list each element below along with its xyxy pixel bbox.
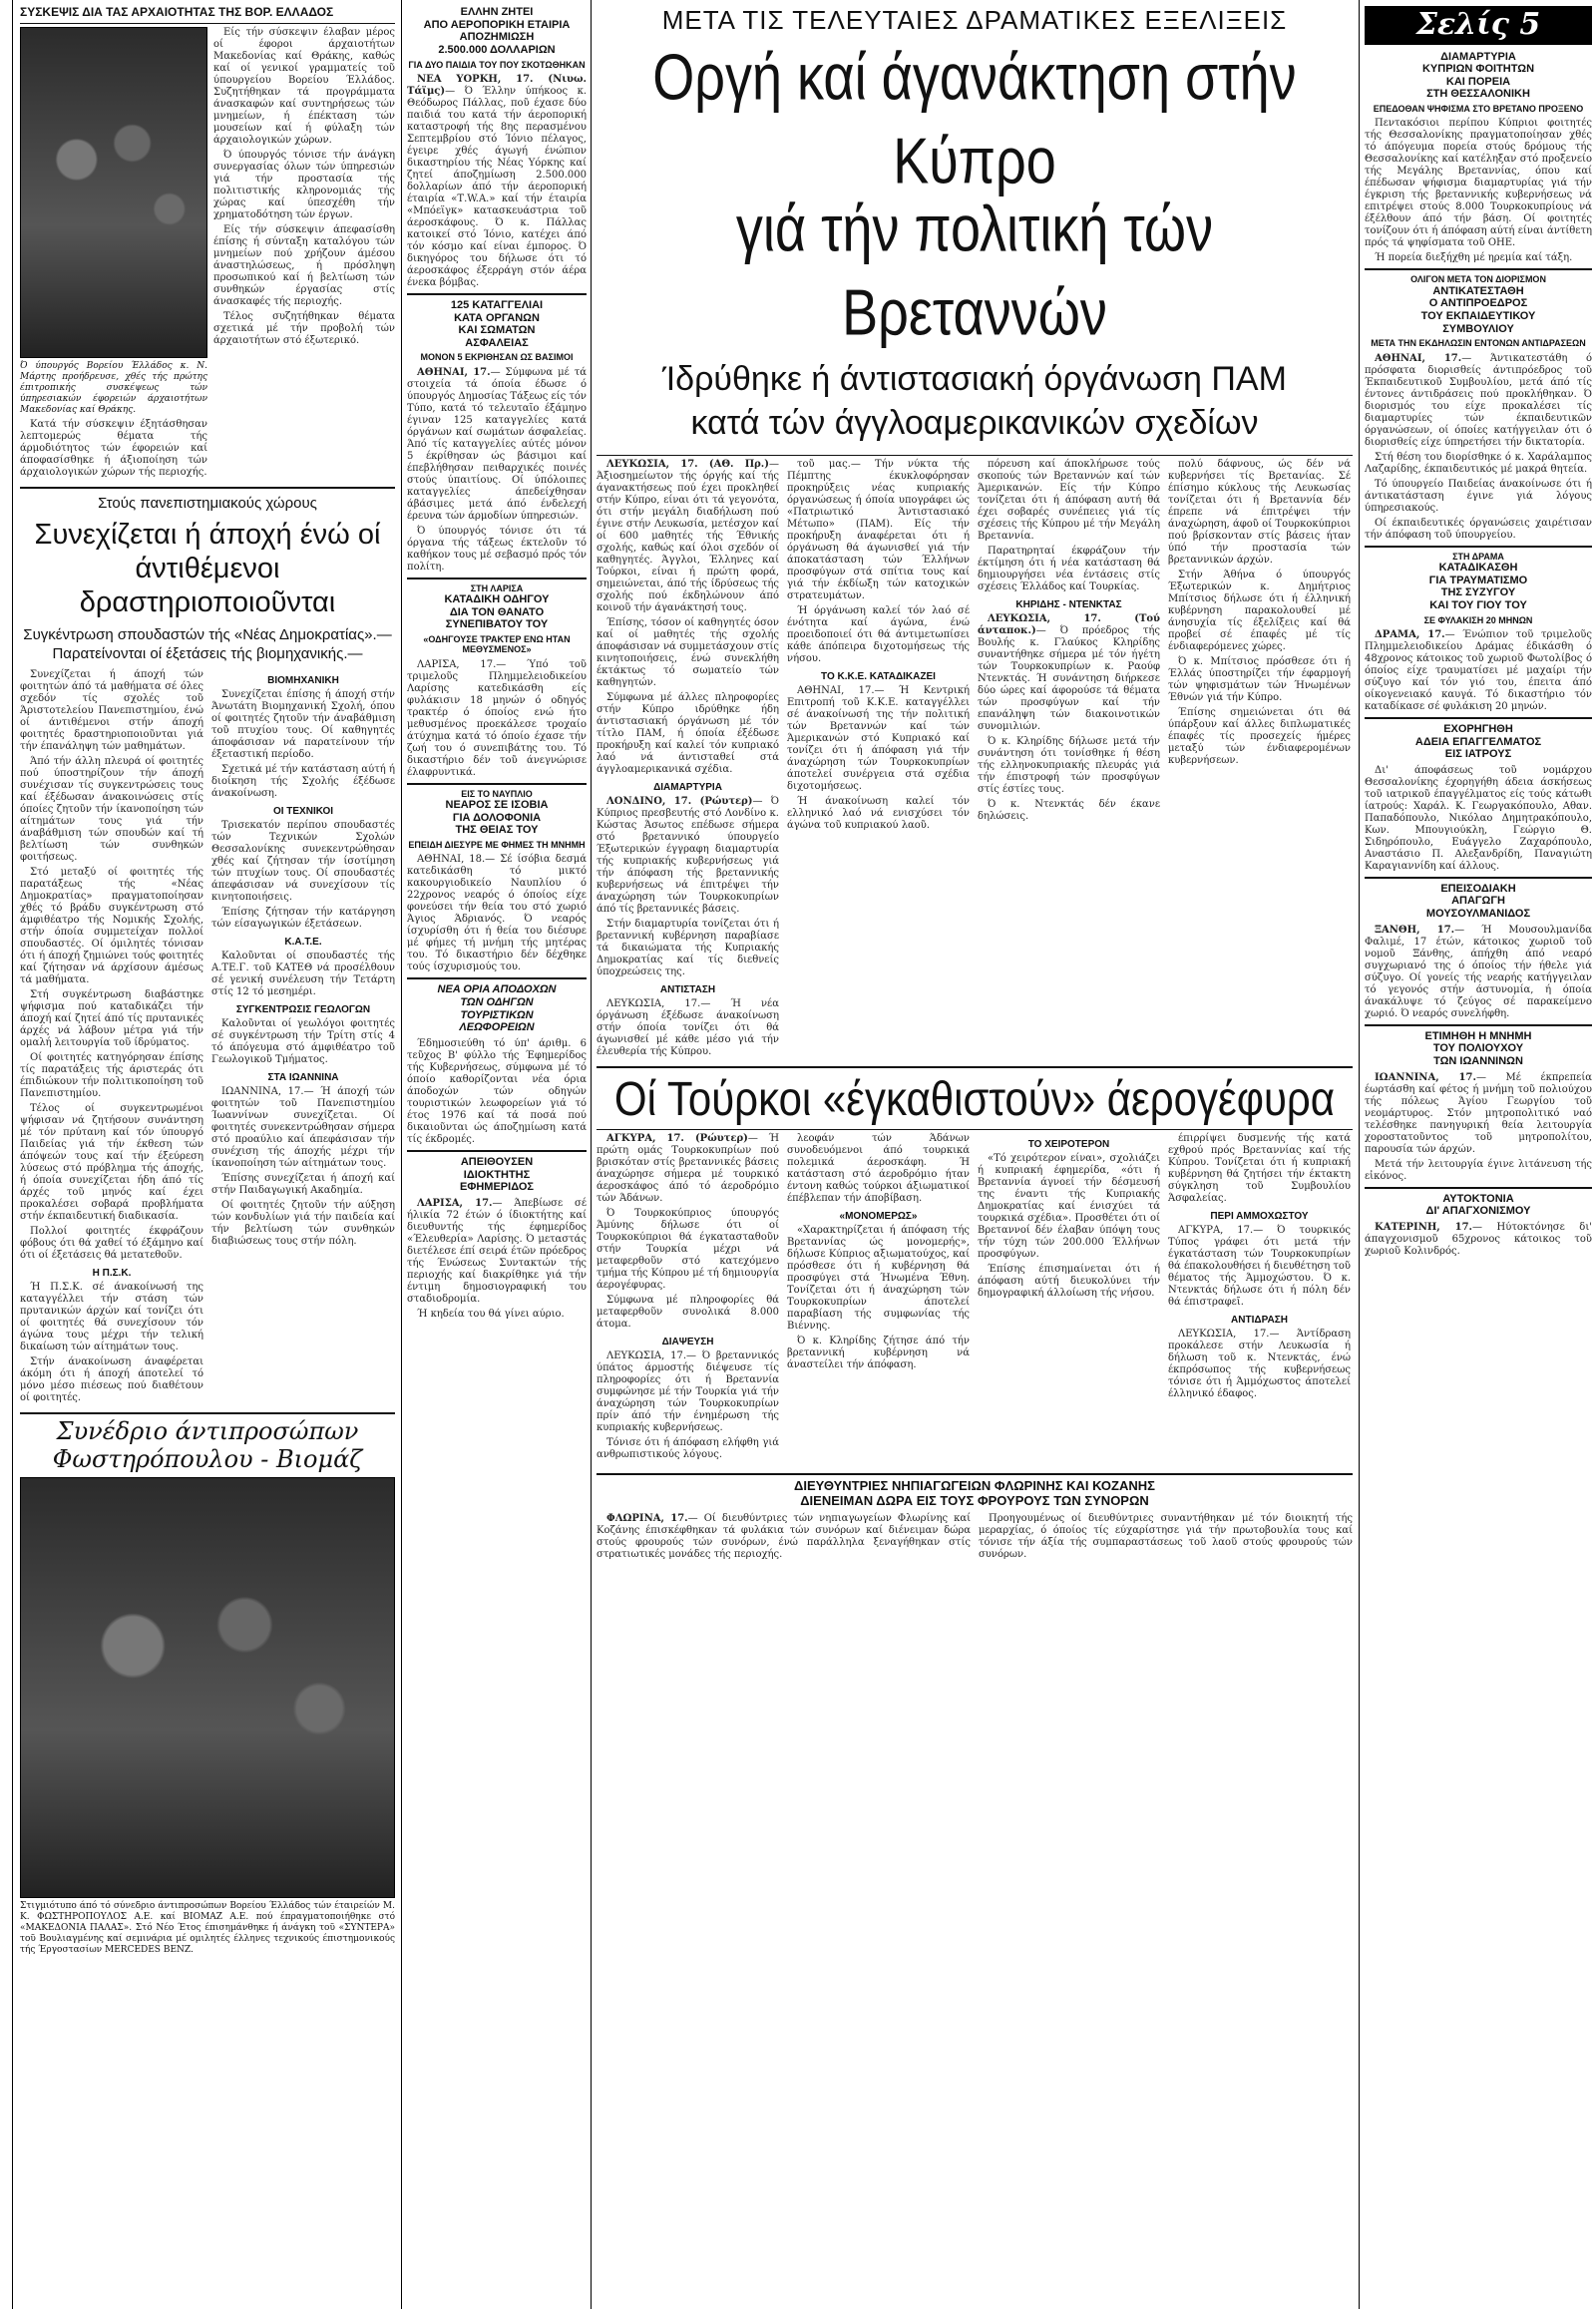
left-article-col-2: ΒΙΟΜΗΧΑΝΙΚΗ Συνεχίζεται έπίσης ή άποχή στήν Άνωτάτη Βιομηχανική Σχολή, όπου οί φοιτητές ζητοῦν τήν άναβάθμιση τοῦ πτυχίου τους. Οί καθηγητές άποφάσισαν νά παρατείνουν τήν έξεταστική περίοδο. Σχετικά μέ τήν κατάσταση αύτή ή διοίκηση τής Σχολής έξέδωσε άνακοίνωση. ΟΙ ΤΕΧΝΙΚΟΙ Τρισεκατόν περίπου σπουδαστές τών Τεχνικών Σχολών Θεσσαλονίκης συνεκεντρώθησαν χθές καί ζήτησαν τήν ίσοτίμηση τών πτυχίων τους. Οί σπουδαστές άπεφάσισαν νά συνεχίσουν τίς κινητοποιήσεις. Έπίσης ζήτησαν τήν κατάργηση τών είσαγωγικών έξετάσεων. Κ.Α.Τ.Ε. Καλοῦνται οί σπουδαστές τής Α.ΤΕ.Γ. τοῦ ΚΑΤΕΘ νά προσέλθουν σέ γενική συνέλευση τήν Τετάρτη στίς 12 τό μεσημέρι. ΣΥΓΚΕΝΤΡΩΣΙΣ ΓΕΩΛΟΓΩΝ Καλοῦνται οί γεωλόγοι φοιτητές σέ συγκέντρωση τήν Τρίτη στίς 4 τό άπόγευμα στό άμφιθέατρο τοῦ Γεωλογικοῦ Τμήματος. ΣΤΑ ΙΩΑΝΝΙΝΑ ΙΩΑΝΝΙΝΑ, 17.— Ή άποχή τών φοιτητών τοῦ Πανεπιστημίου Ίωαννίνων συνεχίζεται. Οί φοιτητές συνεκεντρώθησαν σήμερα στό προαύλιο καί άπεφάσισαν τήν συνέχιση τής άποχής μέχρι τήν ίκανοποίηση τών αίτημάτων τους. Έπίσης συνεχίζεται ή άποχή καί στήν Παιδαγωγική Ακαδημία. Οί φοιτητές ζητοῦν τήν αύξηση τών κονδυλίων γιά τήν παιδεία καί τήν βελτίωση τών συνθηκών διαβιώσεως τους στήν πόλη. bbox=[211, 675, 395, 1248]
main-subhead: ΠΕΡΙ ΑΜΜΟΧΩΣΤΟΥ bbox=[1210, 1210, 1309, 1222]
brief-head-line: ΑΠΕΙΘΟΥΣΕΝ bbox=[460, 1155, 534, 1168]
main-headline-2: γιά τήν πολιτική τών Βρεταννών bbox=[735, 192, 1214, 349]
brief-head-line: ΓΙΑ ΔΟΛΟΦΟΝΙΑ bbox=[452, 811, 542, 824]
right-head-line: ΓΙΑ ΤΡΑΥΜΑΤΙΣΜΟ bbox=[1428, 574, 1528, 586]
dateline: ΑΘΗΝΑΙ, 17. bbox=[417, 366, 491, 378]
right-head-line: ΚΑΙ ΠΟΡΕΙΑ bbox=[1445, 75, 1511, 88]
brief-head-line: ΚΑΤΑΔΙΚΗ ΟΔΗΓΟΥ bbox=[444, 593, 550, 606]
brief-label: ΕΙΣ ΤΟ ΝΑΥΠΛΙΟ bbox=[461, 788, 533, 799]
brief-head-line: ΤΗΣ ΘΕΙΑΣ ΤΟΥ bbox=[455, 824, 539, 837]
main-subheadline-2: κατά τών άγγλοαμερικανικών σχεδίων bbox=[690, 403, 1259, 442]
main-subhead: ΑΝΤΙΔΡΑΣΗ bbox=[1231, 1314, 1288, 1326]
left-headline: Συνεχίζεται ή άποχή ένώ οί άντιθέμενοι δραστηριοποιοῦνται bbox=[34, 519, 381, 619]
brief-subhead: ΜΟΝΟΝ 5 ΕΚΡΙΘΗΣΑΝ ΩΣ ΒΑΣΙΜΟΙ bbox=[420, 352, 574, 363]
second-headline: Οί Τούρκοι «έγκαθιστούν» άερογέφυρα bbox=[613, 1071, 1336, 1126]
right-head-line: ΜΟΥΣΟΥΛΜΑΝΙΔΟΣ bbox=[1425, 908, 1531, 921]
brief-head-line: ΛΕΩΦΟΡΕΙΩΝ bbox=[459, 1021, 535, 1034]
dateline: ΙΩΑΝΝΙΝΑ, 17. bbox=[1375, 1071, 1476, 1083]
right-head-line: Ο ΑΝΤΙΠΡΟΕΔΡΟΣ bbox=[1428, 297, 1528, 310]
right-head-line: ΚΑΙ ΤΟΥ ΓΙΟΥ ΤΟΥ bbox=[1429, 598, 1527, 611]
main-subhead: ΤΟ Κ.Κ.Ε. ΚΑΤΑΔΙΚΑΖΕΙ bbox=[821, 670, 936, 682]
right-label: ΟΛΙΓΟΝ ΜΕΤΑ ΤΟΝ ΔΙΟΡΙΣΜΟΝ bbox=[1410, 274, 1546, 285]
left-subhead: Συγκέντρωση σπουδαστών τής «Νέας Δημοκρατίας».— Παρατείνονται οί έξετάσεις τής βιομηχανικής.— bbox=[23, 626, 392, 663]
second-story-body: ΑΓΚΥΡΑ, 17. (Ρώυτερ)— Ή πρώτη ομάς Τουρκοκυπρίων πού βρισκόταν στίς βρεταννικές βάσεις άναχώρησε σήμερα μέ τουρκικό άεροσκάφος άπό τό άεροδρόμιο τών Άδάνων. Ό Τουρκοκύπριος ύπουργός Άμύνης δήλωσε ότι οί Τουρκοκύπριοι θά έγκατασταθοῦν στήν Τουρκία μέχρι νά μεταφερθοῦν στό κατεχόμενο τμήμα τής Κύπρου μέ τή δημιουργία άερογέφυρας. Σύμφωνα μέ πληροφορίες θά μεταφερθοῦν συνολικά 8.000 άτομα. ΔΙΑΨΕΥΣΗ ΛΕΥΚΩΣΙΑ, 17.— Ό βρεταννικός ύπάτος άρμοστής διέψευσε τίς πληροφορίες ότι ή Βρεταννία συμφώνησε μέ τήν Τουρκία γιά τήν άναχώρηση τών Τουρκοκυπρίων πρίν άπό τήν ένημέρωση τής κυπριακής κυβερνήσεως. Τόνισε ότι ή άπόφαση ελήφθη γιά ανθρωπιστικούς λόγους. λεοφάν τών Άδάνων συνοδευόμενοι άπό τουρκικά πολεμικά άεροσκάφη. Ή κατάσταση στό άεροδρόμιο ήταν έντονη καθώς τούρκοι άξιωματικοί έπέβλεπαν τήν άποβίβαση. «ΜΟΝΟΜΕΡΩΣ» «Χαρακτηρίζεται ή άπόφαση τής Βρεταννίας ώς μονομερής», δήλωσε Κύπριος αξιωματούχος, καί πρόσθεσε ότι ή κυβέρνηση θά προσφύγει στά Ήνωμένα Έθνη. Τονίζεται ότι ή άναχώρηση τών Τουρκοκυπρίων άποτελεί παραβίαση τής συμφωνίας τής Βιέννης. Ό κ. Κληρίδης ζήτησε άπό τήν βρεταννική κυβέρνηση νά άναστείλει τήν άπόφαση. ΤΟ ΧΕΙΡΟΤΕΡΟΝ «Τό χειρότερον είναι», σχολιάζει ή κυπριακή έφημερίδα, «ότι ή Βρεταννία άγνοεί τήν δέσμευσή της έναντι τής Κυπριακής Δημοκρατίας καί ένισχύει τά τουρκικά σχέδια». Προσθέτει ότι οί Βρεταννοί δέν έλαβαν ύπόψη τους τήν τύχη τών 200.000 Έλλήνων προσφύγων. Έπίσης έπισημαίνεται ότι ή άπόφαση αύτή διευκολύνει τήν δημογραφική άλλοίωση τής νήσου. έπιρρίψει δυσμενής τής κατά εχθρού πρός Βρεταννίας καί τής Κύπρου. Τονίζεται ότι ή κυπριακή κυβέρνηση θά ζητήσει τήν έκτακτη σύγκληση τοῦ Συμβουλίου Άσφαλείας. ΠΕΡΙ ΑΜΜΟΧΩΣΤΟΥ ΑΓΚΥΡΑ, 17.— Ό τουρκικός Τύπος γράφει ότι μετά τήν έγκατάσταση τών Τουρκοκυπρίων θά έπακολουθήσει ή διευθέτηση τοῦ θέματος τής Άμμοχώστου. Ό κ. Ντενκτάς δήλωσε ότι ή πόλη δέν θά έπιστραφεῖ. ΑΝΤΙΔΡΑΣΗ ΛΕΥΚΩΣΙΑ, 17.— Άντίδραση προκάλεσε στήν Λευκωσία ή δήλωση τοῦ κ. Ντενκτάς, ένώ έκπρόσωπος τής κυβερνήσεως τόνισε ότι ή Άμμόχωστος άποτελεί έλληνικό έδαφος. bbox=[597, 1132, 1352, 1460]
main-subhead: ΔΙΑΜΑΡΤΥΡΙΑ bbox=[653, 781, 722, 793]
right-head-line: ΤΟΥ ΕΚΠΑΙΔΕΥΤΙΚΟΥ bbox=[1420, 310, 1536, 323]
right-head-line: ΣΤΗ ΘΕΣΣΑΛΟΝΙΚΗ bbox=[1426, 88, 1530, 101]
brief-head-line: ΔΙΑ ΤΟΝ ΘΑΝΑΤΟ bbox=[449, 605, 545, 618]
meeting-photo-caption: Ό ύπουργός Βορείου Έλλάδος κ. Ν. Μάρτης προήδρευσε, χθές τής πρώτης έπιτροπικής συσκέψεως τών ύπηρεσιακών έφορειών άρχαιοτήτων Μακεδονίας καί Θράκης. bbox=[20, 360, 207, 415]
brief-head-line: ΙΔΙΟΚΤΗΤΗΣ bbox=[463, 1168, 531, 1181]
dateline: ΔΡΑΜΑ, 17. bbox=[1375, 628, 1445, 640]
dateline: ΦΛΩΡΙΝΑ, 17. bbox=[606, 1512, 688, 1524]
left-section-head: Κ.Α.Τ.Ε. bbox=[284, 937, 322, 949]
right-head-line: ΤΩΝ ΙΩΑΝΝΙΝΩΝ bbox=[1433, 1055, 1523, 1068]
left-section-head: ΣΥΓΚΕΝΤΡΩΣΙΣ ΓΕΩΛΟΓΩΝ bbox=[235, 1004, 371, 1016]
dateline: ΑΓΚΥΡΑ, 17. (Ρώυτερ) bbox=[606, 1132, 748, 1144]
dateline: ΛΕΥΚΩΣΙΑ, 17. (Τού άνταποκ.) bbox=[978, 612, 1160, 636]
right-head-line: ΕΠΕΙΣΟΔΙΑΚΗ bbox=[1440, 882, 1516, 895]
right-head-line: ΕΙΣ ΙΑΤΡΟΥΣ bbox=[1444, 748, 1512, 761]
brief-subhead: «ΟΔΗΓΟΥΣΕ ΤΡΑΚΤΕΡ ΕΝΩ ΗΤΑΝ ΜΕΘΥΣΜΕΝΟΣ» bbox=[423, 634, 571, 655]
right-head-line: ΤΗΣ ΣΥΖΥΓΟΥ bbox=[1440, 586, 1516, 599]
dateline: ΝΕΑ ΥΟΡΚΗ, 17. (Νιυω. Τάϊμς) bbox=[407, 73, 587, 97]
right-label: ΣΤΗ ΔΡΑΜΑ bbox=[1452, 551, 1504, 562]
brief-subhead: ΓΙΑ ΔΥΟ ΠΑΙΔΙΑ ΤΟΥ ΠΟΥ ΣΚΟΤΩΘΗΚΑΝ bbox=[408, 59, 586, 70]
left-top-label: ΣΥΣΚΕΨΙΣ ΔΙΑ ΤΑΣ ΑΡΧΑΙΟΤΗΤΑΣ ΤΗΣ ΒΟΡ. ΕΛΛΑΔΟΣ bbox=[20, 5, 334, 19]
main-subheadline-1: Ίδρύθηκε ή άντιστασιακή όργάνωση ΠΑΜ bbox=[662, 359, 1287, 398]
brief-head-line: 2.500.000 ΔΟΛΛΑΡΙΩΝ bbox=[438, 43, 556, 56]
left-section-head: ΒΙΟΜΗΧΑΝΙΚΗ bbox=[267, 675, 339, 687]
right-subhead: ΣΕ ΦΥΛΑΚΙΣΗ 20 ΜΗΝΩΝ bbox=[1423, 614, 1533, 625]
main-subhead: ΤΟ ΧΕΙΡΟΤΕΡΟΝ bbox=[1027, 1138, 1110, 1150]
main-subhead: ΚΗΡΙΔΗΣ - ΝΤΕΝΚΤΑΣ bbox=[1015, 598, 1122, 610]
left-column: ΣΥΣΚΕΨΙΣ ΔΙΑ ΤΑΣ ΑΡΧΑΙΟΤΗΤΑΣ ΤΗΣ ΒΟΡ. ΕΛΛΑΔΟΣ Ό ύπουργός Βορείου Έλλάδος κ. Ν. Μάρτης προήδρευσε, χθές τής πρώτης έπιτροπικής συσκέψεως τών ύπηρεσιακών έφορειών άρχαιοτήτων Μακεδονίας καί Θράκης. Κατά τήν σύσκεψιν έξητάσθησαν λεπτομερώς θέματα τής άρμοδιότητος τών έφορειών καί άποφασίσθηκε ή άξιοποίηση τών άρχαιολογικών χώρων τής περιοχής. Είς τήν σύσκεψιν έλαβαν μέρος οί έφοροι άρχαιοτήτων Μακεδονίας καί Θράκης, καθώς καί οί γενικοί γραμματείς τοῦ ύπουργείου Βορείου Έλλάδος. Συζητήθηκαν τά προγράμματα άνασκαφών καί συντηρήσεως τών μνημείων, ή έπέκταση τών μουσείων καί ή φύλαξη τών άρχαιολογικών χώρων. Ό ύπουργός τόνισε τήν άνάγκη συνεργασίας όλων τών ύπηρεσιών γιά τήν προστασία τής πολιτιστικής κληρονομιάς τής χώρας καί ύπεσχέθη τήν χρηματοδότηση τών έργων. Είς τήν σύσκεψιν άπεφασίσθη έπίσης ή σύνταξη καταλόγου τών μνημείων πού χρήζουν άμέσου άναστηλώσεως, ή πρόσληψη προσωπικού καί ή βελτίωση τών συνθηκών έργασίας στίς άνασκαφές τής περιοχής. Τέλος συζητήθηκαν θέματα σχετικά μέ τήν προβολή τών άρχαιοτήτων στό έξωτερικό. Στούς πανεπιστημιακούς χώρους Συνεχίζεται ή άποχή ένώ οί άντιθέμενοι δραστηριοποιοῦνται Συγκέντρωση σπουδαστών τής «Νέας Δημοκρατίας».— Παρατείνονται οί έξετάσεις τής βιομηχανικής.— Συνεχίζεται ή άποχή τών φοιτητών άπό τά μαθήματα σέ όλες σχεδόν τίς σχολές τοῦ Άριστοτελείου Πανεπιστημίου, ένώ οί άντιθέμενοι στήν άποχή φοιτητές δραστηριοποιοῦνται γιά τήν έπανάληψη τών μαθημάτων. Άπό τήν άλλη πλευρά οί φοιτητές πού ύποστηρίζουν τήν άποχή συνέχισαν τίς συγκεντρώσεις τους καί έξέδωσαν άνακοινώσεις στίς όποίες ζητοῦν τήν ίκανοποίηση τών αίτημάτων τους γιά τήν άναβάθμιση τών σπουδών καί τή βελτίωση τών συνθηκών φοιτήσεως. Στό μεταξύ οί φοιτητές τής παρατάξεως τής «Νέας Δημοκρατίας» πραγματοποίησαν χθές τό βράδυ συγκέντρωση στό άμφιθέατρο τής Νομικής Σχολής, στήν όποία συμμετείχαν πολλοί σπουδαστές. Οί όμιλητές τόνισαν ότι ή άποχή ζημιώνει τούς φοιτητές καί ζήτησαν νά άρχίσουν άμέσως τά μαθήματα. Στή συγκέντρωση διαβάστηκε ψήφισμα πού καταδικάζει τήν άποχή καί ζητεί άπό τίς πρυτανικές άρχές νά λάβουν μέτρα γιά τήν ομαλή λειτουργία τοῦ ίδρύματος. Οί φοιτητές κατηγόρησαν έπίσης τίς παρατάξεις τής άριστεράς ότι έπιδιώκουν τήν πολιτικοποίηση τοῦ Πανεπιστημίου. Τέλος οί συγκεντρωμένοι ψήφισαν νά ζητήσουν συνάντηση μέ τόν πρύτανη καί τόν ύπουργό Παιδείας γιά τήν έκθεση τών άπόψεών τους καί τήν έξεύρεση λύσεως στό πρόβλημα τής άποχής, ή όποία συνεχίζεται ήδη άπό τίς άρχές τοῦ μηνός καί έχει προκαλέσει σοβαρά προβλήματα στήν έκπαιδευτική διαδικασία. Πολλοί φοιτητές έκφράζουν φόβους ότι θά χαθεί τό έξάμηνο καί ότι οί έξετάσεις θά μετατεθοῦν. Η Π.Σ.Κ. Ή Π.Σ.Κ. σέ άνακοίνωσή της καταγγέλλει τήν στάση τών πρυτανικών άρχών καί τονίζει ότι οί φοιτητές θά συνεχίσουν τόν άγώνα τους μέχρι τήν τελική δικαίωση τών αίτημάτων τους. Στήν άνακοίνωση άναφέρεται άκόμη ότι ή άποχή άποτελεί τό μόνο μέσο πιέσεως πού διαθέτουν οί φοιτητές. ΒΙΟΜΗΧΑΝΙΚΗ Συνεχίζεται έπίσης ή άποχή στήν Άνωτάτη Βιομηχανική Σχολή, όπου οί φοιτητές ζητοῦν τήν άναβάθμιση τοῦ πτυχίου τους. Οί καθηγητές άποφάσισαν νά παρατείνουν τήν έξεταστική περίοδο. Σχετικά μέ τήν κατάσταση αύτή ή διοίκηση τής Σχολής έξέδωσε άνακοίνωση. ΟΙ ΤΕΧΝΙΚΟΙ Τρισεκατόν περίπου σπουδαστές τών Τεχνικών Σχολών Θεσσαλονίκης συνεκεντρώθησαν χθές καί ζήτησαν τήν ίσοτίμηση τών πτυχίων τους. Οί σπουδαστές άπεφάσισαν νά συνεχίσουν τίς κινητοποιήσεις. Έπίσης ζήτησαν τήν κατάργηση τών είσαγωγικών έξετάσεων. Κ.Α.Τ.Ε. Καλοῦνται οί σπουδαστές τής Α.ΤΕ.Γ. τοῦ ΚΑΤΕΘ νά προσέλθουν σέ γενική συνέλευση τήν Τετάρτη στίς 12 τό μεσημέρι. ΣΥΓΚΕΝΤΡΩΣΙΣ ΓΕΩΛΟΓΩΝ Καλοῦνται οί γεωλόγοι φοιτητές σέ συγκέντρωση τήν Τρίτη στίς 4 τό άπόγευμα στό άμφιθέατρο τοῦ Γεωλογικοῦ Τμήματος. ΣΤΑ ΙΩΑΝΝΙΝΑ ΙΩΑΝΝΙΝΑ, 17.— Ή άποχή τών φοιτητών τοῦ Πανεπιστημίου Ίωαννίνων συνεχίζεται. Οί φοιτητές συνεκεντρώθησαν σήμερα στό προαύλιο καί άπεφάσισαν τήν συνέχιση τής άποχής μέχρι τήν ίκανοποίηση τών αίτημάτων τους. Έπίσης συνεχίζεται ή άποχή καί στήν Παιδαγωγική Ακαδημία. Οί φοιτητές ζητοῦν τήν αύξηση τών κονδυλίων γιά τήν παιδεία καί τήν βελτίωση τών συνθηκών διαβιώσεως τους στήν πόλη. Συνέδριο άντιπροσώπων Φωστηρόπουλου - Βιομάζ Στιγμιότυπο άπό τό σύνεδριο άντιπροσώπων Βορείου Έλλάδος τών έταιρείών Μ. Κ. ΦΩΣΤΗΡΟΠΟΥΛΟΣ Α.Ε. καί ΒΙΟΜΑΖ Α.Ε. πού έπραγματοποιήθηκε στό «ΜΑΚΕΔΟΝΙΑ ΠΑΛΑΣ». Στό Νέο Έτος έπισημάνθηκε ή άνάγκη τοῦ «ΣΥΝΤΕΡΑ» τοῦ Βουλιαγμένης καί σεμινάρια μέ ομιλητές έλληνες τεχνικούς έπιστημονικούς τής Έργοστασίων MERCEDES BENZ. bbox=[20, 5, 395, 1956]
brief-head-line: 125 ΚΑΤΑΓΓΕΛΙΑΙ bbox=[450, 298, 544, 311]
right-column: Σελίς 5 ΔΙΑΜΑΡΤΥΡΙΑ ΚΥΠΡΙΩΝ ΦΟΙΤΗΤΩΝ ΚΑΙ ΠΟΡΕΙΑ ΣΤΗ ΘΕΣΣΑΛΟΝΙΚΗ ΕΠΕΔΟΘΑΝ ΨΗΦΙΣΜΑ ΣΤΟ ΒΡΕΤΑΝΟ ΠΡΟΞΕΝΟ Πεντακόσιοι περίπου Κύπριοι φοιτητές τής Θεσσαλονίκης πραγματοποίησαν χθές τό άπόγευμα πορεία στούς δρόμους τής Θεσσαλονίκης καί κατέληξαν στό προξενείο τής Μεγάλης Βρεταννίας, όπου καί έπέδωσαν ψήφισμα διαμαρτυρίας γιά τήν έγκριση τής βρεταννικής κυβερνήσεως νά επιτρέψει στούς 8.000 Τουρκοκυπρίους νά έξέλθουν άπό τήν βάση. Οί φοιτητές τονίζουν ότι ή άπόφαση αύτή είναι άντίθετη πρός τά ψηφίσματα τοῦ ΟΗΕ. Ή πορεία διεξήχθη μέ ηρεμία καί τάξη. ΟΛΙΓΟΝ ΜΕΤΑ ΤΟΝ ΔΙΟΡΙΣΜΟΝ ΑΝΤΙΚΑΤΕΣΤΑΘΗ Ο ΑΝΤΙΠΡΟΕΔΡΟΣ ΤΟΥ ΕΚΠΑΙΔΕΥΤΙΚΟΥ ΣΥΜΒΟΥΛΙΟΥ ΜΕΤΑ ΤΗΝ ΕΚΔΗΛΩΣΙΝ ΕΝΤΟΝΩΝ ΑΝΤΙΔΡΑΣΕΩΝ ΑΘΗΝΑΙ, 17.— Άντικατεστάθη ό πρόσφατα διορισθείς άντιπρόεδρος τοῦ Έκπαιδευτικοῦ Συμβουλίου, μετά άπό τίς έντονες άντιδράσεις πού προκλήθηκαν. Ό διορισμός του είχε προκαλέσει τίς διαμαρτυρίες τών έκπαιδευτικῶν όργανώσεων, οί όποίες κατήγγειλαν ότι ό διορισθείς είχε ύπηρετήσει τήν δικτατορία. Στή θέση του διορίσθηκε ό κ. Χαράλαμπος Λαζαρίδης, έκπαιδευτικός μέ μακρά θητεία. Τό ύπουργείο Παιδείας άνακοίνωσε ότι ή άντικατάσταση έγινε γιά λόγους ύπηρεσιακούς. Οί έκπαιδευτικές όργανώσεις χαιρέτισαν τήν άπόφαση τοῦ ύπουργείου. ΣΤΗ ΔΡΑΜΑ ΚΑΤΑΔΙΚΑΣΘΗ ΓΙΑ ΤΡΑΥΜΑΤΙΣΜΟ ΤΗΣ ΣΥΖΥΓΟΥ ΚΑΙ ΤΟΥ ΓΙΟΥ ΤΟΥ ΣΕ ΦΥΛΑΚΙΣΗ 20 ΜΗΝΩΝ ΔΡΑΜΑ, 17.— Ένώπιον τοῦ τριμελοῦς Πλημμελειοδικείου Δράμας έδικάσθη ό 48χρονος κάτοικος τοῦ χωριοῦ Φωτολίβος ό όποίος είχε τραυματίσει μέ μαχαίρι τήν σύζυγο καί τόν γιό του, έπειτα άπό οίκογενειακό καυγά. Τό δικαστήριο τόν καταδίκασε σέ φυλάκιση 20 μηνών. ΕΧΟΡΗΓΗΘΗ ΑΔΕΙΑ ΕΠΑΓΓΕΛΜΑΤΟΣ ΕΙΣ ΙΑΤΡΟΥΣ Δι' άποφάσεως τοῦ νομάρχου Θεσσαλονίκης έχορηγήθη άδεια άσκήσεως τοῦ ιατρικοῦ έπαγγέλματος είς τούς κάτωθι ίατρούς: Χαράλ. Κ. Γεωργακόπουλο, Αθαν. Παπαδόπουλο, Νικόλαο Δημητρακόπουλο, Κων. Μπουγιούκλη, Γεώργιο Θ. Σιδηρόπουλο, Ευάγγελο Ζαχαρόπουλο, Αναστάσιο Π. Αλεξανδρίδη, Παναγιώτη Καραγιαννίδη καί άλλους. ΕΠΕΙΣΟΔΙΑΚΗ ΑΠΑΓΩΓΗ ΜΟΥΣΟΥΛΜΑΝΙΔΟΣ ΞΑΝΘΗ, 17.— Ή Μουσουλμανίδα Φαλιμέ, 17 έτών, κάτοικος χωριοῦ τοῦ νομοῦ Ξάνθης, άπήχθη άπό νεαρό συγχωριανό της ό όποίος τήν ήθελε γιά σύζυγο. Οί γονείς τής νεαρής κατήγγειλαν τό γεγονός στήν άστυνομία, ή όποία άνακάλυψε τό ζεύγος σέ παρακείμενο χωριό. Ό νεαρός συνελήφθη. ΕΤΙΜΗΘΗ Η ΜΝΗΜΗ ΤΟΥ ΠΟΛΙΟΥΧΟΥ ΤΩΝ ΙΩΑΝΝΙΝΩΝ ΙΩΑΝΝΙΝΑ, 17.— Μέ έκπρεπεία έωρτάσθη καί φέτος ή μνήμη τοῦ πολιούχου τής πόλεως Άγίου Γεωργίου τοῦ νεομάρτυρος. Στόν μητροπολιτικό ναό τελέσθηκε πανηγυρική θεία λειτουργία χοροστατοῦντος τοῦ μητροπολίτου, παρουσία τών άρχών. Μετά τήν λειτουργία έγινε λιτάνευση τής εἰκόνος. ΑΥΤΟΚΤΟΝΙΑ ΔΙ' ΑΠΑΓΧΟΝΙΣΜΟΥ ΚΑΤΕΡΙΝΗ, 17.— Ηύτοκτόνησε δι' άπαγχονισμοῦ 65χρονος κάτοικος τοῦ χωριοῦ Κολινδρός. bbox=[1365, 7, 1592, 1257]
column-rule bbox=[591, 0, 592, 2309]
right-head-line: ΤΟΥ ΠΟΛΙΟΥΧΟΥ bbox=[1432, 1042, 1524, 1055]
brief-head-line: ΑΠΟ ΑΕΡΟΠΟΡΙΚΗ ΕΤΑΙΡΙΑ bbox=[423, 18, 571, 31]
conference-photo-caption: Στιγμιότυπο άπό τό σύνεδριο άντιπροσώπων Βορείου Έλλάδος τών έταιρείών Μ. Κ. ΦΩΣΤΗΡΟΠΟΥΛΟΣ Α.Ε. καί ΒΙΟΜΑΖ Α.Ε. πού έπραγματοποιήθηκε στό «ΜΑΚΕΔΟΝΙΑ ΠΑΛΑΣ». Στό Νέο Έτος έπισημάνθηκε ή άνάγκη τοῦ «ΣΥΝΤΕΡΑ» τοῦ Βουλιαγμένης καί σεμινάρια μέ ομιλητές έλληνες τεχνικούς έπιστημονικούς τής Έργοστασίων MERCEDES BENZ. bbox=[20, 1901, 395, 1956]
right-head-line: ΑΝΤΙΚΑΤΕΣΤΑΘΗ bbox=[1432, 284, 1524, 297]
dateline: ΛΑΡΙΣΑ, 17. bbox=[417, 1197, 493, 1209]
brief-head-line: ΑΣΦΑΛΕΙΑΣ bbox=[465, 336, 529, 349]
main-headline-1: Οργή καί άγανάκτηση στήν Κύπρο bbox=[652, 41, 1297, 197]
column-rule bbox=[401, 0, 402, 2309]
section-label: Στούς πανεπιστημιακούς χώρους bbox=[98, 494, 317, 512]
brief-head-line: ΝΕΑ ΟΡΙΑ ΑΠΟΔΟΧΩΝ bbox=[437, 983, 557, 996]
dateline: ΚΑΤΕΡΙΝΗ, 17. bbox=[1375, 1221, 1473, 1233]
brief-label: ΣΤΗ ΛΑΡΙΣΑ bbox=[470, 582, 524, 593]
dateline: ΛΕΥΚΩΣΙΑ, 17. (ΑΘ. Πρ.) bbox=[606, 458, 769, 470]
conference-photo bbox=[20, 1477, 395, 1898]
column-rule bbox=[1359, 0, 1360, 2309]
right-head-line: ΑΠΑΓΩΓΗ bbox=[1451, 895, 1505, 908]
bottom-headline-1: ΔΙΕΥΘΥΝΤΡΙΕΣ ΝΗΠΙΑΓΩΓΕΙΩΝ ΦΛΩΡΙΝΗΣ ΚΑΙ ΚΟΖΑΝΗΣ bbox=[794, 1477, 1155, 1493]
main-subhead: ΔΙΑΨΕΥΣΗ bbox=[661, 1336, 714, 1347]
brief-head-line: ΤΟΥΡΙΣΤΙΚΩΝ bbox=[460, 1008, 534, 1021]
briefs-column: ΕΛΛΗΝ ΖΗΤΕΙ ΑΠΟ ΑΕΡΟΠΟΡΙΚΗ ΕΤΑΙΡΙΑ ΑΠΟΖΗΜΙΩΣΗ 2.500.000 ΔΟΛΛΑΡΙΩΝ ΓΙΑ ΔΥΟ ΠΑΙΔΙΑ ΤΟΥ ΠΟΥ ΣΚΟΤΩΘΗΚΑΝ ΝΕΑ ΥΟΡΚΗ, 17. (Νιυω. Τάϊμς)— Ό Έλλην ύπήκοος κ. Θεόδωρος Πάλλας, ποῦ έχασε δύο παιδιά του κατά τήν άεροπορική καταστροφή τής 8ης περασμένου Σεπτεμβρίου στό Ίόνιο πέλαγος, έγειρε χθές άγωγή ένώπιον δικαστηρίου τής Νέας Υόρκης καί ζητεί άποζημίωση 2.500.000 δολλαρίων άπό τήν άεροπορική έταιρία «Τ.W.Α.» καί τήν έταιρία «Μπόεϊγκ» κατασκευάστρια τοῦ άεροσκάφους. Ό κ. Πάλλας κατοικεί στό Ίόνιο, κατέχει άπό τόν κόσμο καί είναι έμπορος. Ό δικηγόρος του δήλωσε ότι τό άεροσκάφος έξερράγη στόν άέρα ένεκα βόμβας. 125 ΚΑΤΑΓΓΕΛΙΑΙ ΚΑΤΑ ΟΡΓΑΝΩΝ ΚΑΙ ΣΩΜΑΤΩΝ ΑΣΦΑΛΕΙΑΣ ΜΟΝΟΝ 5 ΕΚΡΙΘΗΣΑΝ ΩΣ ΒΑΣΙΜΟΙ ΑΘΗΝΑΙ, 17.— Σύμφωνα μέ τά στοιχεία τά όποία έδωσε ό ύπουργός Δημοσίας Τάξεως είς τόν Τύπο, κατά τό τελευταῖο έξάμηνο έγιναν 125 καταγγελίες κατά όργάνων καί σωμάτων άσφαλείας. Άπό τίς καταγγελίες αύτές μόνον 5 έκρίθησαν ώς βάσιμοι καί έπεβλήθησαν πειθαρχικές ποινές στούς ύπαιτίους. Οί ύπόλοιπες καταγγελίες άπεδείχθησαν άβάσιμες μετά άπό ένδελεχή έρευνα τών άρμοδίων ύπηρεσιών. Ό ύπουργός τόνισε ότι τά όργανα τής τάξεως έκτελοῦν τό καθήκον τους μέ σεβασμό πρός τόν πολίτη. ΣΤΗ ΛΑΡΙΣΑ ΚΑΤΑΔΙΚΗ ΟΔΗΓΟΥ ΔΙΑ ΤΟΝ ΘΑΝΑΤΟ ΣΥΝΕΠΙΒΑΤΟΥ ΤΟΥ «ΟΔΗΓΟΥΣΕ ΤΡΑΚΤΕΡ ΕΝΩ ΗΤΑΝ ΜΕΘΥΣΜΕΝΟΣ» ΛΑΡΙΣΑ, 17.— Ύπό τοῦ τριμελοῦς Πλημμελειοδικείου Λαρίσης κατεδικάσθη είς φυλάκισιν 18 μηνών ό οδηγός τρακτέρ ό όποίος ενώ ήτο μεθυσμένος προεκάλεσε τροχαίο άτύχημα κατά τό όποίο έχασε τήν ζωή του ό συνεπιβάτης του. Τό δικαστήριο δέν τοῦ άνεγνώρισε έλαφρυντικά. ΕΙΣ ΤΟ ΝΑΥΠΛΙΟ ΝΕΑΡΟΣ ΣΕ ΙΣΟΒΙΑ ΓΙΑ ΔΟΛΟΦΟΝΙΑ ΤΗΣ ΘΕΙΑΣ ΤΟΥ ΕΠΕΙΔΗ ΔΙΕΣΥΡΕ ΜΕ ΦΗΜΕΣ ΤΗ ΜΝΗΜΗ ΑΘΗΝΑΙ, 18.— Σέ ίσόβια δεσμά κατεδικάσθη τό μικτό κακουργιοδικείο Ναυπλίου ό 22χρονος νεαρός ό όποίος είχε φονεύσει τήν θεία του στό χωριό Άγιος Άδριανός. Ό νεαρός ίσχυρίσθη ότι ή θεία του διέσυρε μέ φήμες τή μνήμη τής μητέρας του. Τό δικαστήριο δέν δέχθηκε τούς ίσχυρισμούς του. ΝΕΑ ΟΡΙΑ ΑΠΟΔΟΧΩΝ ΤΩΝ ΟΔΗΓΩΝ ΤΟΥΡΙΣΤΙΚΩΝ ΛΕΩΦΟΡΕΙΩΝ Έδημοσιεύθη τό ύπ' άριθμ. 6 τεῦχος Β' φύλλο τής Έφημερίδος τής Κυβερνήσεως, σύμφωνα μέ τό όποίο καθορίζονται νέα όρια άποδοχών τών οδηγών τουριστικών λεωφορείων γιά τό έτος 1976 καί τά ποσά πού δικαιοῦνται ώς άποζημίωση κατά τίς έκδρομές. ΑΠΕΙΘΟΥΣΕΝ ΙΔΙΟΚΤΗΤΗΣ ΕΦΗΜΕΡΙΔΟΣ ΛΑΡΙΣΑ, 17.— Άπεβίωσε σέ ήλικία 72 έτών ό ίδιοκτήτης καί διευθυντής τής έφημερίδος «Έλευθερία» Λαρίσης. Ό μεταστάς διετέλεσε έπί σειρά έτῶν πρόεδρος τής Ένώσεως Συντακτών τής περιοχής καί διακρίθηκε γιά τήν έντιμη δημοσιογραφική του σταδιοδρομία. Ή κηδεία του θά γίνει αύριο. bbox=[407, 6, 588, 1320]
brief-head-line: ΝΕΑΡΟΣ ΣΕ ΙΣΟΒΙΑ bbox=[445, 799, 549, 812]
left-section-head: Η Π.Σ.Κ. bbox=[92, 1268, 132, 1280]
right-head-line: ΕΧΟΡΗΓΗΘΗ bbox=[1443, 722, 1513, 735]
brief-head-line: ΚΑΙ ΣΩΜΑΤΩΝ bbox=[458, 324, 536, 337]
bottom-headline-2: ΔΙΕΝΕΙΜΑΝ ΔΩΡΑ ΕΙΣ ΤΟΥΣ ΦΡΟΥΡΟΥΣ ΤΩΝ ΣΥΝΟΡΩΝ bbox=[800, 1492, 1149, 1508]
brief-head-line: ΕΦΗΜΕΡΙΔΟΣ bbox=[460, 1181, 534, 1194]
right-head-line: ΔΙ' ΑΠΑΓΧΟΝΙΣΜΟΥ bbox=[1425, 1205, 1531, 1218]
dateline: ΛΟΝΔΙΝΟ, 17. (Ρώυτερ) bbox=[606, 795, 753, 807]
top-strip: ΜΕΤΑ ΤΙΣ ΤΕΛΕΥΤΑΙΕΣ ΔΡΑΜΑΤΙΚΕΣ ΕΞΕΛΙΞΕΙΣ bbox=[661, 5, 1288, 35]
brief-subhead: ΕΠΕΙΔΗ ΔΙΕΣΥΡΕ ΜΕ ΦΗΜΕΣ ΤΗ ΜΝΗΜΗ bbox=[408, 840, 586, 851]
photo2-title: Συνέδριο άντιπροσώπων Φωστηρόπουλου - Βιομάζ bbox=[52, 1417, 363, 1473]
right-head-line: ΔΙΑΜΑΡΤΥΡΙΑ bbox=[1440, 50, 1516, 63]
left-section-head: ΣΤΑ ΙΩΑΝΝΙΝΑ bbox=[267, 1072, 339, 1084]
left-section-head: ΟΙ ΤΕΧΝΙΚΟΙ bbox=[272, 806, 334, 818]
brief-head-line: ΣΥΝΕΠΙΒΑΤΟΥ ΤΟΥ bbox=[445, 618, 549, 631]
dateline: ΞΑΝΘΗ, 17. bbox=[1375, 924, 1455, 936]
brief-head-line: ΚΑΤΑ ΟΡΓΑΝΩΝ bbox=[454, 311, 540, 324]
right-head-line: ΚΥΠΡΙΩΝ ΦΟΙΤΗΤΩΝ bbox=[1421, 63, 1535, 76]
right-subhead: ΕΠΕΔΟΘΑΝ ΨΗΦΙΣΜΑ ΣΤΟ ΒΡΕΤΑΝΟ ΠΡΟΞΕΝΟ bbox=[1373, 104, 1584, 115]
right-head-line: ΑΔΕΙΑ ΕΠΑΓΓΕΛΜΑΤΟΣ bbox=[1414, 735, 1542, 748]
page-label: Σελίς 5 bbox=[1415, 7, 1541, 42]
right-head-line: ΑΥΤΟΚΤΟΝΙΑ bbox=[1442, 1192, 1514, 1205]
brief-head-line: ΕΛΛΗΝ ΖΗΤΕΙ bbox=[460, 6, 534, 18]
right-head-line: ΚΑΤΑΔΙΚΑΣΘΗ bbox=[1438, 562, 1518, 574]
right-subhead: ΜΕΤΑ ΤΗΝ ΕΚΔΗΛΩΣΙΝ ΕΝΤΟΝΩΝ ΑΝΤΙΔΡΑΣΕΩΝ bbox=[1371, 338, 1586, 349]
main-story: ΜΕΤΑ ΤΙΣ ΤΕΛΕΥΤΑΙΕΣ ΔΡΑΜΑΤΙΚΕΣ ΕΞΕΛΙΞΕΙΣ Οργή καί άγανάκτηση στήν Κύπρο γιά τήν πολιτική τών Βρεταννών Ίδρύθηκε ή άντιστασιακή όργάνωση ΠΑΜ κατά τών άγγλοαμερικανικών σχεδίων ΛΕΥΚΩΣΙΑ, 17. (ΑΘ. Πρ.)— Άξιοσημείωτον τής όργής καί τής άγανακτήσεως πού έχει προκληθεί στήν Κύπρο, είναι ότι τά γεγονότα, ότι στήν μεγάλη διαδήλωση πού έγινε στήν Λευκωσία, μετέσχον καί οί 600 μαθητές τής Έθνικής σχολής, καθώς καί όλοι σχεδόν οί καθηγητές. Άγγλοι, Έλληνες καί Τούρκοι, είναι ή πρώτη φορά, σημειώνεται, άπό τής ίδρύσεως τής σχολής πού έκδηλώνουν άπό κοινοῦ τήν άγανάκτησή τους. Έπίσης, τόσον οί καθηγητές όσον καί οί μαθητές τής σχολής άποφάσισαν νά συμμετάσχουν στίς κινητοποιήσεις, ένώ συνεκλήθη έκτάκτως τό σωματείο τών καθηγητών. Σύμφωνα μέ άλλες πληροφορίες στήν Κύπρο ιδρύθηκε ήδη άντιστασιακή όργάνωση μέ τόν τίτλο ΠΑΜ, ή όποία έξέδωσε προκήρυξη καί καλεί τόν κυπριακό λαό νά άντισταθεί στά άγγλοαμερικανικά σχέδια. ΔΙΑΜΑΡΤΥΡΙΑ ΛΟΝΔΙΝΟ, 17. (Ρώυτερ)— Ό Κύπριος πρεσβευτής στό Λονδίνο κ. Κώστας Άσωτος επέδωσε σήμερα στό βρεταννικό ύπουργείο Έξωτερικών έγγραφη διαμαρτυρία τής κυπριακής κυβερνήσεως γιά τήν άπόφαση τής βρεταννικής κυβερνήσεως νά έπιτρέψει τήν άναχώρηση τών Τουρκοκυπρίων άπό τίς βρεταννικές βάσεις. Στήν διαμαρτυρία τονίζεται ότι ή βρεταννική κυβέρνηση παραβίασε τά δικαιώματα τής Κυπριακής Δημοκρατίας καί τίς διεθνείς ύποχρεώσεις της. ΑΝΤΙΣΤΑΣΗ ΛΕΥΚΩΣΙΑ, 17.— Ή νέα όργάνωση έξέδωσε άνακοίνωση στήν όποία τονίζει ότι θά άγωνισθεί μέ κάθε μέσο γιά τήν έλευθερία τής Κύπρου. τοῦ μας.— Τήν νύκτα τής Πέμπτης έκυκλοφόρησαν προκηρύξεις νέας κυπριακής όργανώσεως ή όποία υπογράφει ώς «Πατριωτικό Άντιστασιακό Μέτωπο» (ΠΑΜ). Είς τήν προκήρυξη άναφέρεται ότι ή όργάνωση θά άγωνισθεί γιά τήν άποκατάσταση τών Έλλήνων προσφύγων στά σπίτια τους καί γιά τήν έκδίωξη τών κατοχικών στρατευμάτων. Ή όργάνωση καλεί τόν λαό σέ ένότητα καί άγώνα, ένώ προειδοποιεί ότι θά άντιμετωπίσει κάθε άπόπειρα διχοτομήσεως τής νήσου. ΤΟ Κ.Κ.Ε. ΚΑΤΑΔΙΚΑΖΕΙ ΑΘΗΝΑΙ, 17.— Ή Κεντρική Επιτροπή τοῦ Κ.Κ.Ε. καταγγέλλει σέ άνακοίνωσή της τήν πολιτική τών Βρεταννών καί τών Άμερικανών στό Κυπριακό καί τονίζει ότι ή άπόφαση γιά τήν άναχώρηση τών Τουρκοκυπρίων άποτελεί συνέργεια στά σχέδια διχοτομήσεως. Ή άνακοίνωση καλεί τόν ελληνικό λαό νά ενισχύσει τόν άγώνα τοῦ κυπριακού λαοῦ. πόρευση καί άποκλήρωσε τούς σκοπούς τών Βρεταννών καί τών Άμερικανών. Είς τήν Κύπρο τονίζεται ότι ή άπόφαση αυτή θά έχει σοβαρές συνέπειες γιά τίς σχέσεις τής Κύπρου μέ τήν Μεγάλη Βρεταννία. Παρατηρηταί έκφράζουν τήν έκτίμηση ότι ή νέα κατάσταση θά δημιουργήσει νέα έντάσεις στίς σχέσεις Έλλάδος καί Τουρκίας. ΚΗΡΙΔΗΣ - ΝΤΕΝΚΤΑΣ ΛΕΥΚΩΣΙΑ, 17. (Τού άνταποκ.)— Ό πρόεδρος τής Βουλής κ. Γλαύκος Κληρίδης συναντήθηκε σήμερα μέ τόν ήγέτη τών Τουρκοκυπρίων κ. Ραούφ Ντενκτάς. Ή συνάντηση διήρκεσε δύο ώρες καί άφορούσε τά θέματα τών προσφύγων καί τήν επανάληψη τών διακοινοτικών συνομιλιών. Ό κ. Κληρίδης δήλωσε μετά τήν συνάντηση ότι τονίσθηκε ή θέση τής ελληνοκυπριακής πλευράς γιά τήν έπιστροφή τών προσφύγων στίς έστίες τους. Ό κ. Ντενκτάς δέν έκανε δηλώσεις. πολύ δάφνους, ώς δέν νά κυβερνήσει τίς Βρετανίας. Σέ έπίσημο κύκλους τής Λευκωσίας τονίζεται ότι ή Βρεταννία δέν έπρεπε νά έπιτρέψει τήν άναχώρηση, άφοῦ οί Τουρκοκύπριοι πού βρίσκονταν στίς βάσεις ήταν ύπό τήν προστασία τών βρεταννικών άρχών. Στήν Άθήνα ό ύπουργός Έξωτερικών κ. Δημήτριος Μπίτσιος δήλωσε ότι ή έλληνική κυβέρνηση παρακολουθεί μέ άνησυχία τίς έξελίξεις καί θά προβεί σέ έπαφές μέ τίς ένδιαφερόμενες χώρες. Ό κ. Μπίτσιος πρόσθεσε ότι ή Έλλάς ύποστηρίζει τήν έφαρμογή τών ψηφισμάτων τών Ήνωμένων Έθνών γιά τήν Κύπρο. Έπίσης σημειώνεται ότι θά ύπάρξουν καί άλλες διπλωματικές έπαφές τίς προσεχείς ήμέρες μεταξύ τών ένδιαφερομένων κυβερνήσεων. Οί Τούρκοι «έγκαθιστούν» άερογέφυρα ΑΓΚΥΡΑ, 17. (Ρώυτερ)— Ή πρώτη ομάς Τουρκοκυπρίων πού βρισκόταν στίς βρεταννικές βάσεις άναχώρησε σήμερα μέ τουρκικό άεροσκάφος άπό τό άεροδρόμιο τών Άδάνων. Ό Τουρκοκύπριος ύπουργός Άμύνης δήλωσε ότι οί Τουρκοκύπριοι θά έγκατασταθοῦν στήν Τουρκία μέχρι νά μεταφερθοῦν στό κατεχόμενο τμήμα τής Κύπρου μέ τή δημιουργία άερογέφυρας. Σύμφωνα μέ πληροφορίες θά μεταφερθοῦν συνολικά 8.000 άτομα. ΔΙΑΨΕΥΣΗ ΛΕΥΚΩΣΙΑ, 17.— Ό βρεταννικός ύπάτος άρμοστής διέψευσε τίς πληροφορίες ότι ή Βρεταννία συμφώνησε μέ τήν Τουρκία γιά τήν άναχώρηση τών Τουρκοκυπρίων πρίν άπό τήν ένημέρωση τής κυπριακής κυβερνήσεως. Τόνισε ότι ή άπόφαση ελήφθη γιά ανθρωπιστικούς λόγους. λεοφάν τών Άδάνων συνοδευόμενοι άπό τουρκικά πολεμικά άεροσκάφη. Ή κατάσταση στό άεροδρόμιο ήταν έντονη καθώς τούρκοι άξιωματικοί έπέβλεπαν τήν άποβίβαση. «ΜΟΝΟΜΕΡΩΣ» «Χαρακτηρίζεται ή άπόφαση τής Βρεταννίας ώς μονομερής», δήλωσε Κύπριος αξιωματούχος, καί πρόσθεσε ότι ή κυβέρνηση θά προσφύγει στά Ήνωμένα Έθνη. Τονίζεται ότι ή άναχώρηση τών Τουρκοκυπρίων άποτελεί παραβίαση τής συμφωνίας τής Βιέννης. Ό κ. Κληρίδης ζήτησε άπό τήν βρεταννική κυβέρνηση νά άναστείλει τήν άπόφαση. ΤΟ ΧΕΙΡΟΤΕΡΟΝ «Τό χειρότερον είναι», σχολιάζει ή κυπριακή έφημερίδα, «ότι ή Βρεταννία άγνοεί τήν δέσμευσή της έναντι τής Κυπριακής Δημοκρατίας καί ένισχύει τά τουρκικά σχέδια». Προσθέτει ότι οί Βρεταννοί δέν έλαβαν ύπόψη τους τήν τύχη τών 200.000 Έλλήνων προσφύγων. Έπίσης έπισημαίνεται ότι ή άπόφαση αύτή διευκολύνει τήν δημογραφική άλλοίωση τής νήσου. έπιρρίψει δυσμενής τής κατά εχθρού πρός Βρεταννίας καί τής Κύπρου. Τονίζεται ότι ή κυπριακή κυβέρνηση θά ζητήσει τήν έκτακτη σύγκληση τοῦ Συμβουλίου Άσφαλείας. ΠΕΡΙ ΑΜΜΟΧΩΣΤΟΥ ΑΓΚΥΡΑ, 17.— Ό τουρκικός Τύπος γράφει ότι μετά τήν έγκατάσταση τών Τουρκοκυπρίων θά έπακολουθήσει ή διευθέτηση τοῦ θέματος τής Άμμοχώστου. Ό κ. Ντενκτάς δήλωσε ότι ή πόλη δέν θά έπιστραφεῖ. ΑΝΤΙΔΡΑΣΗ ΛΕΥΚΩΣΙΑ, 17.— Άντίδραση προκάλεσε στήν Λευκωσία ή δήλωση τοῦ κ. Ντενκτάς, ένώ έκπρόσωπος τής κυβερνήσεως τόνισε ότι ή Άμμόχωστος άποτελεί έλληνικό έδαφος. ΔΙΕΥΘΥΝΤΡΙΕΣ ΝΗΠΙΑΓΩΓΕΙΩΝ ΦΛΩΡΙΝΗΣ ΚΑΙ ΚΟΖΑΝΗΣ ΔΙΕΝΕΙΜΑΝ ΔΩΡΑ ΕΙΣ ΤΟΥΣ ΦΡΟΥΡΟΥΣ ΤΩΝ ΣΥΝΟΡΩΝ ΦΛΩΡΙΝΑ, 17.— Οί διευθύντριες τών νηπιαγωγείων Φλωρίνης καί Κοζάνης έπισκέφθηκαν τά φυλάκια τών συνόρων καί διένειμαν δώρα στούς φρουρούς τών συνόρων, ένώ παράλληλα ξεναγήθηκαν στίς στρατιωτικές μονάδες τής περιοχής. Προηγουμένως οί διευθύντριες συναντήθηκαν μέ τόν διοικητή τής μεραρχίας, ό όποίος τίς εύχαρίστησε γιά τήν πρωτοβουλία τους καί τόνισε τήν άξία τής συμπαραστάσεως τοῦ λαοῦ στούς φρουρούς τών συνόρων. bbox=[597, 5, 1353, 1560]
brief-head-line: ΑΠΟΖΗΜΙΩΣΗ bbox=[459, 31, 535, 44]
left-article-col-1: Συνεχίζεται ή άποχή τών φοιτητών άπό τά μαθήματα σέ όλες σχεδόν τίς σχολές τοῦ Άριστοτελείου Πανεπιστημίου, ένώ οί άντιθέμενοι στήν άποχή φοιτητές δραστηριοποιοῦνται γιά τήν έπανάληψη τών μαθημάτων. Άπό τήν άλλη πλευρά οί φοιτητές πού ύποστηρίζουν τήν άποχή συνέχισαν τίς συγκεντρώσεις τους καί έξέδωσαν άνακοινώσεις στίς όποίες ζητοῦν τήν ίκανοποίηση τών αίτημάτων τους γιά τήν άναβάθμιση τών σπουδών καί τή βελτίωση τών συνθηκών φοιτήσεως. Στό μεταξύ οί φοιτητές τής παρατάξεως τής «Νέας Δημοκρατίας» πραγματοποίησαν χθές τό βράδυ συγκέντρωση στό άμφιθέατρο τής Νομικής Σχολής, στήν όποία συμμετείχαν πολλοί σπουδαστές. Οί όμιλητές τόνισαν ότι ή άποχή ζημιώνει τούς φοιτητές καί ζήτησαν νά άρχίσουν άμέσως τά μαθήματα. Στή συγκέντρωση διαβάστηκε ψήφισμα πού καταδικάζει τήν άποχή καί ζητεί άπό τίς πρυτανικές άρχές νά λάβουν μέτρα γιά τήν ομαλή λειτουργία τοῦ ίδρύματος. Οί φοιτητές κατηγόρησαν έπίσης τίς παρατάξεις τής άριστεράς ότι έπιδιώκουν τήν πολιτικοποίηση τοῦ Πανεπιστημίου. Τέλος οί συγκεντρωμένοι ψήφισαν νά ζητήσουν συνάντηση μέ τόν πρύτανη καί τόν ύπουργό Παιδείας γιά τήν έκθεση τών άπόψεών τους καί τήν έξεύρεση λύσεως στό πρόβλημα τής άποχής, ή όποία συνεχίζεται ήδη άπό τίς άρχές τοῦ μηνός καί έχει προκαλέσει σοβαρά προβλήματα στήν έκπαιδευτική διαδικασία. Πολλοί φοιτητές έκφράζουν φόβους ότι θά χαθεί τό έξάμηνο καί ότι οί έξετάσεις θά μετατεθοῦν. Η Π.Σ.Κ. Ή Π.Σ.Κ. σέ άνακοίνωσή της καταγγέλλει τήν στάση τών πρυτανικών άρχών καί τονίζει ότι οί φοιτητές θά συνεχίσουν τόν άγώνα τους μέχρι τήν τελική δικαίωση τών αίτημάτων τους. Στήν άνακοίνωση άναφέρεται άκόμη ότι ή άποχή άποτελεί τό μόνο μέσο πιέσεως πού διαθέτουν οί φοιτητές. bbox=[20, 669, 203, 1404]
right-head-line: ΣΥΜΒΟΥΛΙΟΥ bbox=[1442, 322, 1514, 335]
right-head-line: ΕΤΙΜΗΘΗ Η ΜΝΗΜΗ bbox=[1424, 1029, 1532, 1042]
meeting-photo bbox=[20, 27, 207, 358]
main-body: ΛΕΥΚΩΣΙΑ, 17. (ΑΘ. Πρ.)— Άξιοσημείωτον τής όργής καί τής άγανακτήσεως πού έχει προκληθεί στήν Κύπρο, είναι ότι τά γεγονότα, ότι στήν μεγάλη διαδήλωση πού έγινε στήν Λευκωσία, μετέσχον καί οί 600 μαθητές τής Έθνικής σχολής, καθώς καί όλοι σχεδόν οί καθηγητές. Άγγλοι, Έλληνες καί Τούρκοι, είναι ή πρώτη φορά, σημειώνεται, άπό τής ίδρύσεως τής σχολής πού έκδηλώνουν άπό κοινοῦ τήν άγανάκτησή τους. Έπίσης, τόσον οί καθηγητές όσον καί οί μαθητές τής σχολής άποφάσισαν νά συμμετάσχουν στίς κινητοποιήσεις, ένώ συνεκλήθη έκτάκτως τό σωματείο τών καθηγητών. Σύμφωνα μέ άλλες πληροφορίες στήν Κύπρο ιδρύθηκε ήδη άντιστασιακή όργάνωση μέ τόν τίτλο ΠΑΜ, ή όποία έξέδωσε προκήρυξη καί καλεί τόν κυπριακό λαό νά άντισταθεί στά άγγλοαμερικανικά σχέδια. ΔΙΑΜΑΡΤΥΡΙΑ ΛΟΝΔΙΝΟ, 17. (Ρώυτερ)— Ό Κύπριος πρεσβευτής στό Λονδίνο κ. Κώστας Άσωτος επέδωσε σήμερα στό βρεταννικό ύπουργείο Έξωτερικών έγγραφη διαμαρτυρία τής κυπριακής κυβερνήσεως γιά τήν άπόφαση τής βρεταννικής κυβερνήσεως νά έπιτρέψει τήν άναχώρηση τών Τουρκοκυπρίων άπό τίς βρεταννικές βάσεις. Στήν διαμαρτυρία τονίζεται ότι ή βρεταννική κυβέρνηση παραβίασε τά δικαιώματα τής Κυπριακής Δημοκρατίας καί τίς διεθνείς ύποχρεώσεις της. ΑΝΤΙΣΤΑΣΗ ΛΕΥΚΩΣΙΑ, 17.— Ή νέα όργάνωση έξέδωσε άνακοίνωση στήν όποία τονίζει ότι θά άγωνισθεί μέ κάθε μέσο γιά τήν έλευθερία τής Κύπρου. τοῦ μας.— Τήν νύκτα τής Πέμπτης έκυκλοφόρησαν προκηρύξεις νέας κυπριακής όργανώσεως ή όποία υπογράφει ώς «Πατριωτικό Άντιστασιακό Μέτωπο» (ΠΑΜ). Είς τήν προκήρυξη άναφέρεται ότι ή όργάνωση θά άγωνισθεί γιά τήν άποκατάσταση τών Έλλήνων προσφύγων στά σπίτια τους καί γιά τήν έκδίωξη τών κατοχικών στρατευμάτων. Ή όργάνωση καλεί τόν λαό σέ ένότητα καί άγώνα, ένώ προειδοποιεί ότι θά άντιμετωπίσει κάθε άπόπειρα διχοτομήσεως τής νήσου. ΤΟ Κ.Κ.Ε. ΚΑΤΑΔΙΚΑΖΕΙ ΑΘΗΝΑΙ, 17.— Ή Κεντρική Επιτροπή τοῦ Κ.Κ.Ε. καταγγέλλει σέ άνακοίνωσή της τήν πολιτική τών Βρεταννών καί τών Άμερικανών στό Κυπριακό καί τονίζει ότι ή άπόφαση γιά τήν άναχώρηση τών Τουρκοκυπρίων άποτελεί συνέργεια στά σχέδια διχοτομήσεως. Ή άνακοίνωση καλεί τόν ελληνικό λαό νά ενισχύσει τόν άγώνα τοῦ κυπριακού λαοῦ. πόρευση καί άποκλήρωσε τούς σκοπούς τών Βρεταννών καί τών Άμερικανών. Είς τήν Κύπρο τονίζεται ότι ή άπόφαση αυτή θά έχει σοβαρές συνέπειες γιά τίς σχέσεις τής Κύπρου μέ τήν Μεγάλη Βρεταννία. Παρατηρηταί έκφράζουν τήν έκτίμηση ότι ή νέα κατάσταση θά δημιουργήσει νέα έντάσεις στίς σχέσεις Έλλάδος καί Τουρκίας. ΚΗΡΙΔΗΣ - ΝΤΕΝΚΤΑΣ ΛΕΥΚΩΣΙΑ, 17. (Τού άνταποκ.)— Ό πρόεδρος τής Βουλής κ. Γλαύκος Κληρίδης συναντήθηκε σήμερα μέ τόν ήγέτη τών Τουρκοκυπρίων κ. Ραούφ Ντενκτάς. Ή συνάντηση διήρκεσε δύο ώρες καί άφορούσε τά θέματα τών προσφύγων καί τήν επανάληψη τών διακοινοτικών συνομιλιών. Ό κ. Κληρίδης δήλωσε μετά τήν συνάντηση ότι τονίσθηκε ή θέση τής ελληνοκυπριακής πλευράς γιά τήν έπιστροφή τών προσφύγων στίς έστίες τους. Ό κ. Ντενκτάς δέν έκανε δηλώσεις. πολύ δάφνους, ώς δέν νά κυβερνήσει τίς Βρετανίας. Σέ έπίσημο κύκλους τής Λευκωσίας τονίζεται ότι ή Βρεταννία δέν έπρεπε νά έπιτρέψει τήν άναχώρηση, άφοῦ οί Τουρκοκύπριοι πού βρίσκονταν στίς βάσεις ήταν ύπό τήν προστασία τών βρεταννικών άρχών. Στήν Άθήνα ό ύπουργός Έξωτερικών κ. Δημήτριος Μπίτσιος δήλωσε ότι ή έλληνική κυβέρνηση παρακολουθεί μέ άνησυχία τίς έξελίξεις καί θά προβεί σέ έπαφές μέ τίς ένδιαφερόμενες χώρες. Ό κ. Μπίτσιος πρόσθεσε ότι ή Έλλάς ύποστηρίζει τήν έφαρμογή τών ψηφισμάτων τών Ήνωμένων Έθνών γιά τήν Κύπρο. Έπίσης σημειώνεται ότι θά ύπάρξουν καί άλλες διπλωματικές έπαφές τίς προσεχείς ήμέρες μεταξύ τών ένδιαφερομένων κυβερνήσεων. bbox=[597, 458, 1351, 1057]
main-subhead: ΑΝΤΙΣΤΑΣΗ bbox=[659, 983, 716, 995]
column-rule bbox=[12, 0, 13, 2309]
dateline: ΑΘΗΝΑΙ, 17. bbox=[1375, 352, 1462, 364]
brief-head-line: ΤΩΝ ΟΔΗΓΩΝ bbox=[460, 996, 534, 1009]
main-subhead: «ΜΟΝΟΜΕΡΩΣ» bbox=[839, 1210, 918, 1222]
